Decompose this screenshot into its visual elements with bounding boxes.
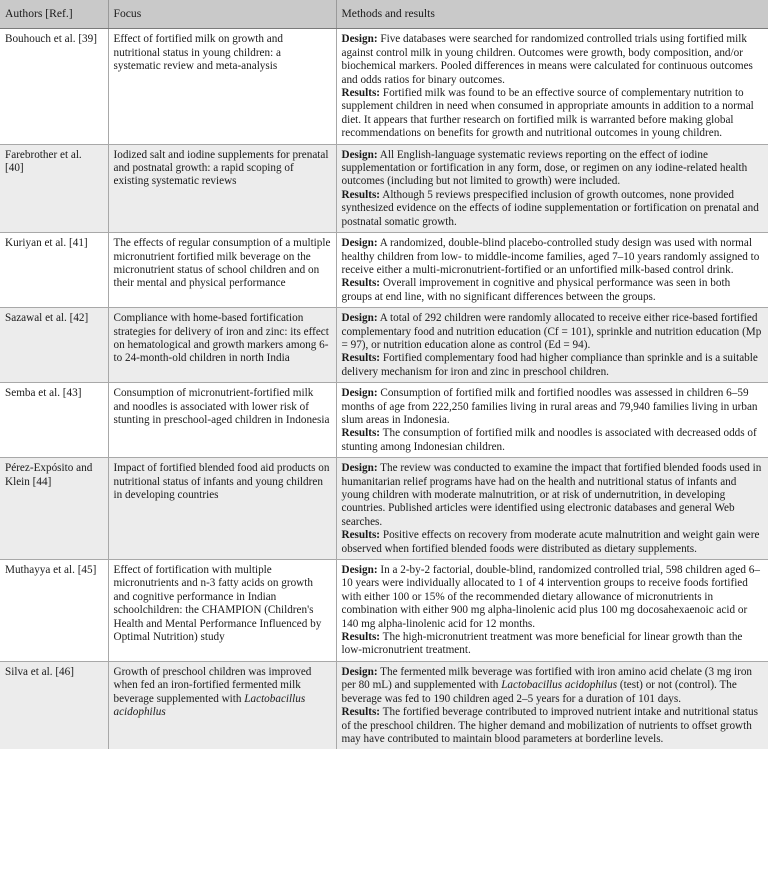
header-row bbox=[0, 0, 768, 29]
results-paragraph bbox=[342, 427, 764, 454]
focus-text: Consumption of micronutrient-fortified milk and noodles is associated with lower risk of stunting in preschool-aged children in Indonesia bbox=[113, 387, 330, 426]
methods-cell bbox=[336, 308, 768, 383]
methods-cell bbox=[336, 560, 768, 662]
author-cell bbox=[0, 308, 108, 383]
design-label: Design: bbox=[341, 665, 378, 678]
focus-cell bbox=[108, 560, 336, 662]
design-tail-text: (test) or not (control). The beverage was fed to 190 children aged 2–5 years for a duration of 101 days. bbox=[341, 679, 737, 705]
design-label: Design: bbox=[341, 312, 378, 325]
focus-text: Growth of preschool children was improved when fed an iron-fortified fermented milk beverage supplemented with bbox=[113, 665, 312, 705]
design-label: Design: bbox=[341, 564, 378, 577]
design-label: Design: bbox=[341, 387, 378, 400]
results-label: Results: bbox=[341, 631, 381, 644]
author-text: Muthayya et al. [45] bbox=[5, 564, 97, 577]
results-paragraph bbox=[342, 529, 764, 556]
results-paragraph bbox=[342, 631, 764, 658]
methods-cell bbox=[336, 383, 768, 458]
table-row bbox=[0, 144, 768, 232]
header-authors: Authors [Ref.] bbox=[0, 0, 108, 29]
focus-text: Iodized salt and iodine supplements for prenatal and postnatal growth: a rapid scoping of existing systematic reviews bbox=[113, 148, 329, 188]
results-text: The consumption of fortified milk and noodles is associated with decreased odds of stunting among Indonesian children. bbox=[341, 427, 757, 453]
methods-cell bbox=[336, 233, 768, 308]
author-text: Farebrother et al. [40] bbox=[5, 148, 82, 175]
author-cell bbox=[0, 383, 108, 458]
methods-cell bbox=[336, 29, 768, 144]
results-text: The fortified beverage contributed to improved nutrient intake and nutritional status of the preschool children. The higher demand and mobilization of nutrients to offset growth may have contributed to maintain blood parameters at borderline levels. bbox=[341, 706, 758, 745]
focus-text: Compliance with home-based fortification strategies for delivery of iron and zinc: its effect on hematological and growth markers among 6- to 24-month-old children in north India bbox=[113, 312, 329, 365]
focus-text: Impact of fortified blended food aid products on nutritional status of infants and young children in developing countries bbox=[113, 462, 330, 501]
design-text: The fermented milk beverage was fortified with iron amino acid chelate (3 mg iron per 80 mL) and supplemented with bbox=[341, 665, 753, 692]
results-text: Overall improvement in cognitive and physical performance was seen in both groups at end line, with no significant differences between the groups. bbox=[341, 277, 731, 303]
results-label: Results: bbox=[341, 706, 381, 719]
focus-cell bbox=[108, 233, 336, 308]
results-label: Results: bbox=[341, 352, 381, 365]
design-text: The review was conducted to examine the impact that fortified blended foods used in humanitarian relief programs have had on the health and nutritional status of infants and young children with moderate malnutrition, or at risk of undernutrition, in developing countries. Published articles were identified using electronic databases and general Web searches. bbox=[341, 462, 762, 528]
design-paragraph bbox=[342, 237, 764, 277]
results-label: Results: bbox=[341, 277, 381, 290]
results-text: The high-micronutrient treatment was more beneficial for linear growth than the low-micronutrient treatment. bbox=[341, 631, 743, 657]
results-paragraph bbox=[342, 277, 764, 304]
design-paragraph bbox=[342, 564, 764, 631]
design-paragraph bbox=[342, 149, 764, 189]
design-text: All English-language systematic reviews reporting on the effect of iodine supplementation or fortification in any form, dose, or regimen on any iodine-related health outcomes (including but not limited to growth) were included. bbox=[341, 148, 748, 188]
focus-cell bbox=[108, 308, 336, 383]
table-row bbox=[0, 661, 768, 749]
design-label: Design: bbox=[341, 237, 378, 250]
focus-text: Effect of fortified milk on growth and nutritional status in young children: a systematic review and meta-analysis bbox=[113, 33, 283, 73]
design-paragraph bbox=[342, 462, 764, 529]
author-cell bbox=[0, 560, 108, 662]
table-row bbox=[0, 233, 768, 308]
focus-cell bbox=[108, 144, 336, 232]
header-methods: Methods and results bbox=[336, 0, 768, 29]
table-row bbox=[0, 29, 768, 144]
design-text: A randomized, double-blind placebo-controlled study design was used with normal healthy children from low- to middle-income families, aged 7–10 years randomly assigned to receive either a multi-micronutrient-fortified or an unfortified milk-based control drink. bbox=[341, 237, 760, 276]
design-text: Consumption of fortified milk and fortified noodles was assessed in children 6–59 months of age from 222,250 families living in rural areas and 79,940 families living in urban slum areas in Indonesia. bbox=[341, 387, 758, 426]
author-text: Sazawal et al. [42] bbox=[5, 312, 89, 325]
design-label: Design: bbox=[341, 462, 378, 475]
results-text: Positive effects on recovery from moderate acute malnutrition and weight gain were observed when fortified blended foods were distributed as dietary supplements. bbox=[341, 529, 760, 555]
header-focus: Focus bbox=[108, 0, 336, 29]
author-cell bbox=[0, 458, 108, 560]
focus-cell bbox=[108, 661, 336, 749]
design-paragraph bbox=[342, 387, 764, 427]
results-text: Fortified complementary food had higher compliance than sprinkle and is a suitable delivery mechanism for iron and zinc in preschool children. bbox=[341, 352, 758, 378]
author-text: Kuriyan et al. [41] bbox=[5, 237, 88, 250]
table-row bbox=[0, 560, 768, 662]
results-paragraph bbox=[342, 189, 764, 229]
results-label: Results: bbox=[341, 188, 381, 201]
focus-cell bbox=[108, 29, 336, 144]
table-row bbox=[0, 383, 768, 458]
table-row bbox=[0, 458, 768, 560]
design-text: In a 2-by-2 factorial, double-blind, randomized controlled trial, 598 children aged 6–10 years were individually allocated to 1 of 4 intervention groups to receive foods fortified with either 100 or 15% of the recommended dietary allowance of micronutrients in combination with either 900 mg alpha-linolenic acid plus 100 mg docosahexaenoic acid or 140 mg alpha-linolenic acid for 12 months. bbox=[341, 564, 760, 630]
author-text: Semba et al. [43] bbox=[5, 387, 82, 400]
results-label: Results: bbox=[341, 427, 381, 440]
methods-cell bbox=[336, 144, 768, 232]
methods-cell bbox=[336, 661, 768, 749]
methods-cell bbox=[336, 458, 768, 560]
results-label: Results: bbox=[341, 529, 381, 542]
design-italic-text: Lactobacillus acidophilus bbox=[501, 679, 618, 692]
focus-cell bbox=[108, 383, 336, 458]
design-paragraph bbox=[342, 33, 764, 87]
focus-italic-text: Lactobacillus acidophilus bbox=[113, 692, 306, 719]
design-paragraph bbox=[342, 312, 764, 352]
author-text: Bouhouch et al. [39] bbox=[5, 33, 97, 46]
author-cell bbox=[0, 661, 108, 749]
results-label: Results: bbox=[341, 87, 381, 100]
table-body bbox=[0, 29, 768, 749]
author-text: Pérez-Expósito and Klein [44] bbox=[5, 462, 93, 488]
author-text: Silva et al. [46] bbox=[5, 665, 74, 678]
design-paragraph bbox=[342, 666, 764, 706]
results-text: Although 5 reviews prespecified inclusion of growth outcomes, none provided synthesized evidence on the effects of iodine supplementation or fortification on prenatal and postnatal somatic growth. bbox=[341, 188, 759, 228]
design-text: A total of 292 children were randomly allocated to receive either rice-based fortified complementary food and nutrition education (Cf = 101), sprinkle and nutrition education (Mp = 97), or nutrition education alone as control (Ed = 94). bbox=[341, 312, 762, 351]
design-label: Design: bbox=[341, 148, 378, 161]
focus-text: Effect of fortification with multiple micronutrients and n-3 fatty acids on growth and cognitive performance in Indian schoolchildren: the CHAMPION (Children's Health and Mental Performance Influenced by Optimal Nutrition) study bbox=[113, 564, 322, 644]
author-cell bbox=[0, 29, 108, 144]
results-paragraph bbox=[342, 352, 764, 379]
design-text: Five databases were searched for randomized controlled trials using fortified milk against control milk in young children. Outcomes were growth, body composition, and/or biochemical markers. Pooled differences in means were calculated for continuous outcomes and odds ratios for binary outcomes. bbox=[341, 33, 753, 86]
focus-text: The effects of regular consumption of a multiple micronutrient fortified milk beverage on the micronutrient status of school children and on their mental and physical performance bbox=[113, 237, 331, 290]
author-cell bbox=[0, 233, 108, 308]
focus-cell bbox=[108, 458, 336, 560]
table-row bbox=[0, 308, 768, 383]
results-text: Fortified milk was found to be an effective source of complementary nutrition to supplement children in need when consumed in appropriate amounts in addition to a normal diet. It appears that further research on fortified milk is warranted before making global recommendations on benefits for growth and nutritional outcomes in young children. bbox=[341, 87, 754, 140]
results-paragraph bbox=[342, 87, 764, 141]
author-cell bbox=[0, 144, 108, 232]
design-label: Design: bbox=[341, 33, 378, 46]
results-paragraph bbox=[342, 706, 764, 746]
